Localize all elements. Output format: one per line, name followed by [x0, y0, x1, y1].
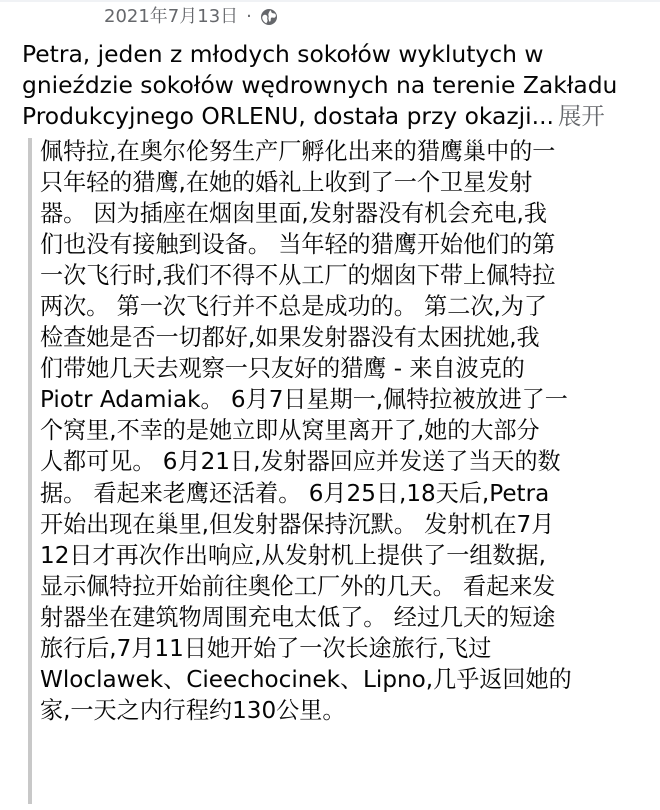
translated-text-line: 佩特拉,在奥尔伦努生产厂孵化出来的猎鹰巢中的一: [40, 139, 556, 165]
translated-text-line: Wloclawek、Cieechocinek、Lipno,几乎返回她的: [40, 666, 572, 693]
post-meta: [104, 4, 278, 30]
translated-text-line: 只年轻的猎鹰,在她的婚礼上收到了一个卫星发射: [40, 170, 533, 197]
translated-text-line: 旅行后,7月11日她开始了一次长途旅行,飞过: [40, 635, 492, 662]
translated-text-block: [40, 137, 655, 727]
original-text-line-3-content: Produkcyjnego ORLENU, dostała przy okazji...: [22, 102, 554, 130]
translated-text-line: 一次飞行时,我们不得不从工厂的烟囱下带上佩特拉: [40, 263, 556, 290]
see-more-link[interactable]: 展开: [557, 102, 605, 130]
translated-text-line: 们带她几天去观察一只友好的猎鹰 - 来自波克的: [40, 356, 525, 383]
translated-text-line: 两次。 第一次飞行并不总是成功的。 第二次,为了: [40, 294, 547, 321]
translated-text-line: 12日才再次作出响应,从发射机上提供了一组数据,: [40, 542, 546, 569]
translated-text-line: 开始出现在巢里,但发射器保持沉默。 发射机在7月: [40, 511, 555, 538]
translation-quote-bar: [28, 138, 32, 804]
translated-text-line: 个窝里,不幸的是她立即从窝里离开了,她的大部分: [40, 418, 540, 445]
translated-text-line: 人都可见。 6月21日,发射器回应并发送了当天的数: [40, 449, 561, 476]
translated-text-line: 射器坐在建筑物周围充电太低了。 经过几天的短途: [40, 604, 556, 631]
post-original-text: [22, 39, 650, 132]
translated-text-line: Piotr Adamiak。 6月7日星期一,佩特拉被放进了一: [40, 387, 568, 414]
translated-text-line: 据。 看起来老鹰还活着。 6月25日,18天后,Petra: [40, 480, 550, 507]
original-text-line-1: Petra, jeden z młodych sokołów wyklutych w: [22, 40, 544, 68]
translated-text-line: 们也没有接触到设备。 当年轻的猎鹰开始他们的第: [40, 232, 556, 259]
post-date[interactable]: 2021年7月13日: [104, 6, 239, 27]
meta-separator: ·: [246, 6, 252, 27]
globe-icon[interactable]: [260, 8, 278, 26]
translated-text-line: 检查她是否一切都好,如果发射器没有太困扰她,我: [40, 325, 540, 352]
top-edge-divider: [0, 0, 660, 2]
original-text-line-2: gnieździe sokołów wędrownych na terenie Zakładu: [22, 71, 618, 99]
translated-text-line: 家,一天之内行程约130公里。: [40, 697, 346, 724]
translated-text-line: 显示佩特拉开始前往奥伦工厂外的几天。 看起来发: [40, 573, 556, 600]
original-text-line-3: [22, 101, 650, 132]
translated-text-line: 器。 因为插座在烟囱里面,发射器没有机会充电,我: [40, 201, 547, 228]
